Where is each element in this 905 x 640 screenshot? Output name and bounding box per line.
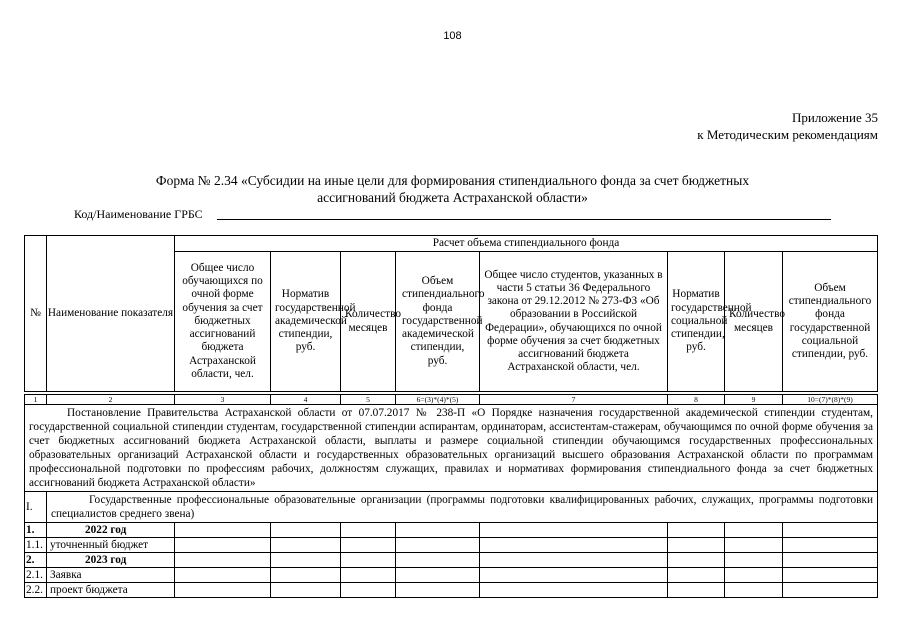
value-cell — [271, 523, 341, 538]
table-row — [25, 553, 878, 568]
col-num-8: 8 — [668, 395, 725, 405]
header-col-5: Количество месяцев — [341, 252, 396, 392]
row-number: 2.2. — [25, 583, 47, 598]
header-col-4: Норматив государственной академической стипендии, руб. — [271, 252, 341, 392]
table-row — [25, 523, 878, 538]
table-row — [25, 538, 878, 553]
row-number: 1. — [25, 523, 47, 538]
value-cell — [396, 583, 480, 598]
grbs-label: Код/Наименование ГРБС — [74, 207, 203, 221]
value-cell — [668, 568, 725, 583]
row-number: 2. — [25, 553, 47, 568]
value-cell — [668, 583, 725, 598]
value-cell — [175, 583, 271, 598]
value-cell — [341, 538, 396, 553]
value-cell — [668, 523, 725, 538]
header-col-3: Общее число обучающихся по очной форме обучения за счет бюджетных ассигнований бюджета Астраханской области, чел. — [175, 252, 271, 392]
col-num-9: 9 — [725, 395, 783, 405]
header-indicator-name: Наименование показателя — [47, 236, 175, 392]
value-cell — [175, 553, 271, 568]
value-cell — [271, 568, 341, 583]
value-cell — [725, 583, 783, 598]
header-col-10: Объем стипендиального фонда государственной социальной стипендии, руб. — [783, 252, 878, 392]
header-number: № — [25, 236, 47, 392]
section-row — [25, 492, 878, 523]
appendix-caption — [697, 109, 878, 143]
row-label: уточненный бюджет — [47, 538, 175, 553]
resolution-row — [25, 405, 878, 492]
col-num-6: 6=(3)*(4)*(5) — [396, 395, 480, 405]
value-cell — [480, 553, 668, 568]
value-cell — [271, 583, 341, 598]
col-num-7: 7 — [480, 395, 668, 405]
form-title — [100, 172, 805, 206]
col-num-3: 3 — [175, 395, 271, 405]
appendix-line-2: к Методическим рекомендациям — [697, 127, 878, 142]
value-cell — [668, 553, 725, 568]
header-col-7: Общее число студентов, указанных в части 5 статьи 36 Федерального закона от 29.12.2012 № 273-ФЗ «Об образовании в Российской Федерации», обучающихся по очной форме обучения за счет бюджетных ассигнований бюджета Астраханской области, чел. — [480, 252, 668, 392]
form-title-line-1: Форма № 2.34 «Субсидии на иные цели для формирования стипендиального фонда за счет бюджетных — [155, 173, 750, 188]
value-cell — [668, 538, 725, 553]
table-row — [25, 568, 878, 583]
table-body — [24, 394, 878, 598]
value-cell — [175, 568, 271, 583]
col-num-1: 1 — [25, 395, 47, 405]
value-cell — [725, 568, 783, 583]
value-cell — [271, 553, 341, 568]
col-num-2: 2 — [47, 395, 175, 405]
resolution-text: Постановление Правительства Астраханской области от 07.07.2017 № 238-П «О Порядке назначения государственной академической стипендии студентам, государственной социальной стипендии студентам, государственной стипендии аспирантам, ординаторам, ассистентам-стажерам, обучающимся по очной форме обучения за счет бюджетных ассигнований бюджета Астраханской области, выплаты и размере социальной стипендии обучающимся государственных профессиональных образовательных организаций Астраханской области и государственных образовательных организаций высшего образования Астраханской области по программам профессиональной подготовки по профессиям рабочих, должностям служащих, правилах и нормативах формирования стипендиального фонда за счет бюджетных ассигнований бюджета Астраханской области» — [25, 405, 878, 492]
value-cell — [725, 553, 783, 568]
row-label: проект бюджета — [47, 583, 175, 598]
value-cell — [396, 568, 480, 583]
value-cell — [480, 523, 668, 538]
row-number: 2.1. — [25, 568, 47, 583]
value-cell — [783, 583, 878, 598]
header-col-9: Количество месяцев — [725, 252, 783, 392]
column-numbering-row — [25, 395, 878, 405]
appendix-line-1: Приложение 35 — [791, 110, 878, 125]
section-text: Государственные профессиональные образовательные организации (программы подготовки квалифицированных рабочих, служащих, программы подготовки специалистов среднего звена) — [47, 492, 878, 523]
value-cell — [341, 583, 396, 598]
row-label: 2022 год — [47, 523, 175, 538]
page-number: 108 — [443, 30, 462, 42]
value-cell — [175, 538, 271, 553]
grbs-fill-line — [217, 219, 831, 220]
header-stipend-fund-group: Расчет объема стипендиального фонда — [175, 236, 878, 252]
value-cell — [725, 538, 783, 553]
value-cell — [783, 568, 878, 583]
value-cell — [725, 523, 783, 538]
value-cell — [271, 538, 341, 553]
value-cell — [341, 523, 396, 538]
value-cell — [783, 538, 878, 553]
table-header — [24, 235, 878, 392]
col-num-5: 5 — [341, 395, 396, 405]
table-row — [25, 583, 878, 598]
value-cell — [396, 523, 480, 538]
value-cell — [396, 553, 480, 568]
value-cell — [175, 523, 271, 538]
col-num-10: 10=(7)*(8)*(9) — [783, 395, 878, 405]
header-col-8: Норматив государственной социальной стипендии, руб. — [668, 252, 725, 392]
section-number: I. — [25, 492, 47, 523]
value-cell — [341, 553, 396, 568]
value-cell — [783, 523, 878, 538]
form-title-line-2: ассигнований бюджета Астраханской области» — [317, 190, 588, 205]
row-number: 1.1. — [25, 538, 47, 553]
value-cell — [480, 583, 668, 598]
value-cell — [783, 553, 878, 568]
row-label: Заявка — [47, 568, 175, 583]
header-col-6: Объем стипендиального фонда государственной академической стипендии, руб. — [396, 252, 480, 392]
value-cell — [341, 568, 396, 583]
row-label: 2023 год — [47, 553, 175, 568]
col-num-4: 4 — [271, 395, 341, 405]
value-cell — [480, 538, 668, 553]
value-cell — [480, 568, 668, 583]
value-cell — [396, 538, 480, 553]
